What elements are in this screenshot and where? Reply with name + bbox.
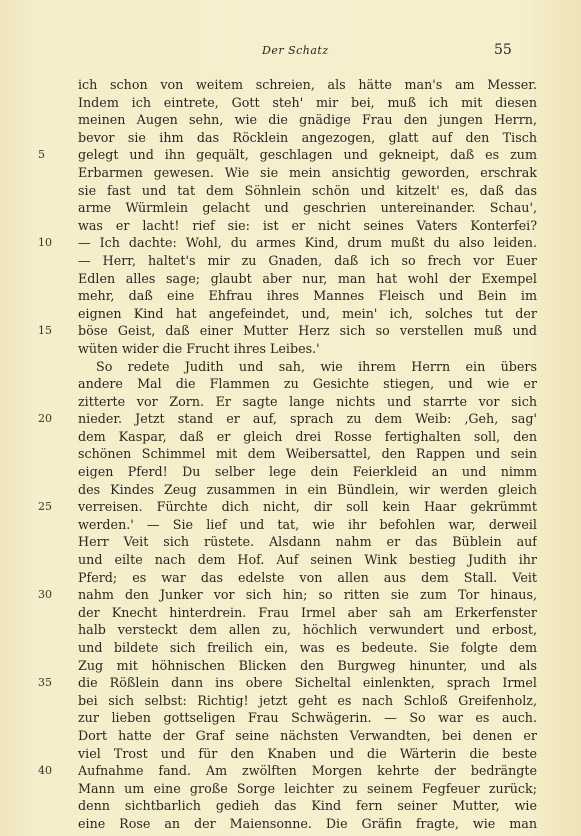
text-line	[0, 94, 581, 112]
text-line	[0, 551, 581, 569]
line-text: gelegt und ihn gequält, geschlagen und gekneipt, daß es zum	[78, 147, 537, 163]
text-line	[0, 516, 581, 534]
line-text: ich schon von weitem schreien, als hätte man's am Messer.	[78, 77, 537, 92]
text-line	[0, 639, 581, 657]
line-text: Indem ich eintrete, Gott steh' mir bei, muß ich mit diesen	[78, 94, 537, 110]
text-line	[0, 340, 581, 358]
line-number: 30	[38, 588, 52, 602]
text-line	[0, 463, 581, 481]
line-text: Mann um eine große Sorge leichter zu seinem Fegfeuer zurück;	[78, 780, 537, 796]
text-line	[0, 111, 581, 129]
line-text: und bildete sich freilich ein, was es bedeute. Sie folgte dem	[78, 640, 537, 655]
line-text: — Ich dachte: Wohl, du armes Kind, drum mußt du also leiden.	[78, 235, 537, 251]
text-line	[0, 657, 581, 675]
text-line	[0, 164, 581, 182]
text-line	[0, 234, 581, 252]
line-number: 10	[38, 236, 52, 250]
line-text: der Knecht hinterdrein. Frau Irmel aber sah am Erkerfenster	[78, 604, 537, 620]
text-line	[0, 428, 581, 446]
line-text: arme Würmlein gelacht und geschrien untereinander. Schau',	[78, 200, 537, 216]
text-line	[0, 815, 581, 833]
line-text: und eilte nach dem Hof. Auf seinen Wink bestieg Judith ihr	[78, 552, 537, 568]
line-text: eigen Pferd! Du selber lege dein Feierkleid an und nimm	[78, 464, 537, 480]
line-text: verreisen. Fürchte dich nicht, dir soll kein Haar gekrümmt	[78, 499, 537, 515]
text-line	[0, 727, 581, 745]
line-text: nahm den Junker vor sich hin; so ritten sie zum Tor hinaus,	[78, 587, 537, 603]
line-text: halb versteckt dem allen zu, höchlich verwundert und erbost,	[78, 622, 537, 638]
line-text: eignen Kind hat angefeindet, und, mein' ich, solches tut der	[78, 305, 537, 321]
line-number: 40	[38, 764, 52, 778]
text-line	[0, 797, 581, 815]
line-text: sie fast und tat dem Söhnlein schön und kitzelt' es, daß das	[78, 182, 537, 198]
body-text	[0, 76, 581, 833]
text-line	[0, 182, 581, 200]
text-line	[0, 762, 581, 780]
text-line	[0, 709, 581, 727]
line-text: Aufnahme fand. Am zwölften Morgen kehrte der bedrängte	[78, 763, 537, 779]
line-text: bei sich selbst: Richtig! jetzt geht es nach Schloß Greifenholz,	[78, 692, 537, 708]
line-text: bevor sie ihm das Röcklein angezogen, glatt auf den Tisch	[78, 129, 537, 145]
line-text: des Kindes Zeug zusammen in ein Bündlein, wir werden gleich	[78, 481, 537, 497]
text-line	[0, 305, 581, 323]
text-line	[0, 146, 581, 164]
line-text: werden.' — Sie lief und tat, wie ihr befohlen war, derweil	[78, 516, 537, 532]
line-text: — Herr, haltet's mir zu Gnaden, daß ich so frech vor Euer	[78, 252, 537, 268]
line-text: wüten wider die Frucht ihres Leibes.'	[78, 340, 320, 356]
line-text: meinen Augen sehn, wie die gnädige Frau den jungen Herrn,	[78, 112, 537, 128]
text-line	[0, 270, 581, 288]
text-line	[0, 129, 581, 147]
line-number: 25	[38, 500, 52, 514]
line-text: So redete Judith und sah, wie ihrem Herrn ein übers	[96, 358, 537, 374]
line-text: viel Trost und für den Knaben und die Wärterin die beste	[78, 745, 537, 761]
line-text: zitterte vor Zorn. Er sagte lange nichts und starrte vor sich	[78, 393, 537, 409]
line-number: 15	[38, 324, 52, 338]
text-line	[0, 375, 581, 393]
line-text: böse Geist, daß einer Mutter Herz sich so verstellen muß und	[78, 323, 537, 339]
text-line	[0, 533, 581, 551]
text-line	[0, 445, 581, 463]
line-number: 5	[38, 148, 45, 162]
line-text: Edlen alles sage; glaubt aber nur, man hat wohl der Exempel	[78, 270, 537, 286]
line-text: Erbarmen gewesen. Wie sie mein ansichtig geworden, erschrak	[78, 164, 537, 180]
text-line	[0, 481, 581, 499]
running-title: Der Schatz	[262, 44, 329, 57]
text-line	[0, 745, 581, 763]
text-line	[0, 199, 581, 217]
page-number: 55	[494, 42, 512, 58]
text-line	[0, 287, 581, 305]
text-line	[0, 393, 581, 411]
text-line	[0, 217, 581, 235]
line-number: 20	[38, 412, 52, 426]
line-text: Zug mit höhnischen Blicken den Burgweg hinunter, und als	[78, 657, 537, 673]
line-text: Dort hatte der Graf seine nächsten Verwandten, bei denen er	[78, 727, 537, 743]
line-text: dem Kaspar, daß er gleich drei Rosse fertighalten soll, den	[78, 428, 537, 444]
line-text: was er lacht! rief sie: ist er nicht seines Vaters Konterfei?	[78, 217, 537, 233]
line-text: zur lieben gottseligen Frau Schwägerin. — So war es auch.	[78, 710, 537, 726]
line-text: andere Mal die Flammen zu Gesichte stiegen, und wie er	[78, 376, 537, 392]
text-line	[0, 358, 581, 376]
line-text: die Rößlein dann ins obere Sicheltal einlenkten, sprach Irmel	[78, 675, 537, 691]
text-line	[0, 674, 581, 692]
line-text: Herr Veit sich rüstete. Alsdann nahm er das Büblein auf	[78, 534, 537, 550]
text-line	[0, 252, 581, 270]
line-text: denn sichtbarlich gedieh das Kind fern seiner Mutter, wie	[78, 798, 537, 814]
line-number: 35	[38, 676, 52, 690]
text-line	[0, 498, 581, 516]
page-header	[0, 44, 581, 64]
line-text: schönen Schimmel mit dem Weibersattel, den Rappen und sein	[78, 446, 537, 462]
text-line	[0, 692, 581, 710]
text-line	[0, 780, 581, 798]
text-line	[0, 586, 581, 604]
text-line	[0, 76, 581, 94]
text-line	[0, 322, 581, 340]
line-text: mehr, daß eine Ehfrau ihres Mannes Fleisch und Bein im	[78, 288, 537, 304]
text-line	[0, 621, 581, 639]
text-line	[0, 569, 581, 587]
line-text: Pferd; es war das edelste von allen aus dem Stall. Veit	[78, 569, 537, 585]
line-text: eine Rose an der Maiensonne. Die Gräfin fragte, wie man	[78, 815, 537, 831]
text-line	[0, 410, 581, 428]
line-text: nieder. Jetzt stand er auf, sprach zu dem Weib: ‚Geh, sag'	[78, 411, 537, 427]
text-line	[0, 604, 581, 622]
